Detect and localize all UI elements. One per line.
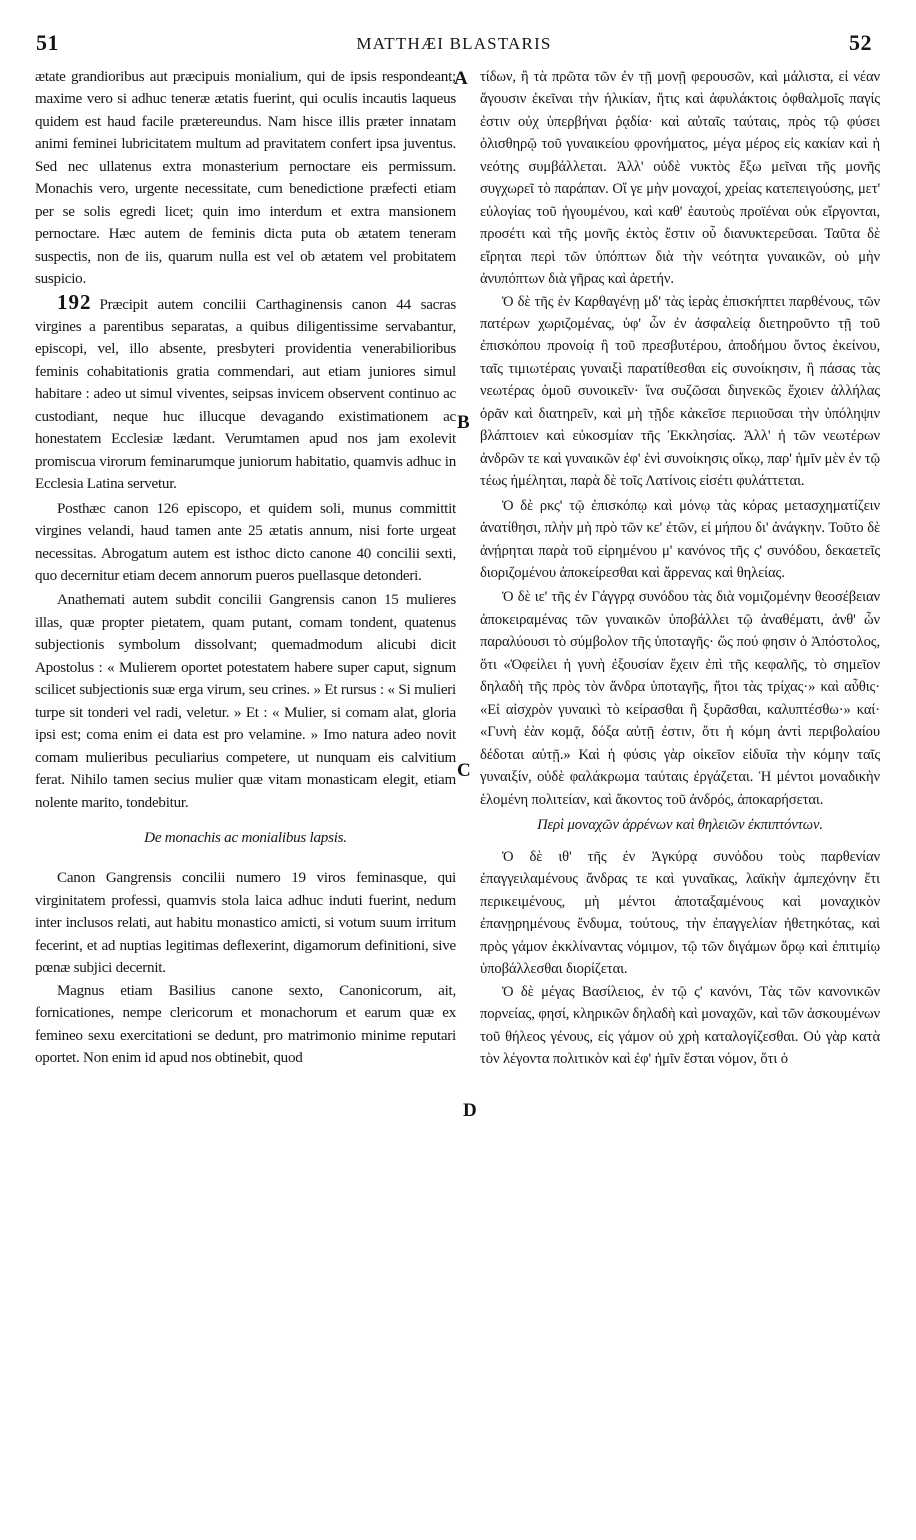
- latin-paragraph: Posthæc canon 126 episcopo, et quidem soli, munus committit virgines velandi, haud tamen ante 25 ætatis annum, nisi forte urgeat necessitas. Abrogatum autem est isthoc dicto canone 40 concilii sexti, quo decernitur etiam decem annorum pueros puellasque detonderi.: [35, 500, 456, 584]
- section-marker-c: C: [457, 760, 471, 781]
- section-marker-a: A: [454, 68, 468, 89]
- latin-paragraph: Anathemati autem subdit concilii Gangrensis canon 15 mulieres illas, quæ propter pietatem, quam putant, comam tondent, quatenus subjectionis symbolum dissolvant; quemadmodum alicubi dicit Apostolus : « Mulierem oportet potestatem habere super caput, signum scilicet subjectionis suæ erga virum, seu crines. » Et rursus : « Si mulieri turpe sit tonderi vel radi, veletur. » Et : « Mulier, si comam alat, gloria ipsi est; coma enim ei data est pro velamine. » Imo natura adeo novit comam mulieribus peculiarius competere, ut nunquam eis calvitium ferat. Nihilo tamen secius mulier quæ vitam monasticam elegit, etiam nolente marito, tondebitur.: [35, 592, 456, 811]
- section-heading-latin: De monachis ac monialibus lapsis.: [144, 829, 347, 846]
- section-marker-b: B: [457, 412, 470, 433]
- latin-paragraph: ætate grandioribus aut præcipuis monialium, qui de ipsis respondeant; maxime vero si adhuc teneræ ætatis fuerint, qui oculis incautis laqueus quidem est haud facile prætereundus. Nam hisce illis præter innatam animi feminei lubricitatem multum ad pravitatem confert ipsa juventus. Sed nec ullatenus extra monasterium pernoctare eis permissum. Monachis vero, urgente necessitate, cum benedictione præfecti etiam per se solis egredi licet; quin imo interdum et extra mansionem pernoctare. Hæc autem de feminis dicta puta ob ætatem teneram suspectis, non de iis, quarum nulla est vel ob ætatem vel probitatem suspicio.: [35, 69, 456, 288]
- greek-paragraph: Ὁ δὲ τῆς ἐν Καρθαγένῃ μδ' τὰς ἱερὰς ἐπισκήπτει παρθένους, τῶν πατέρων χωριζομένας, ὑφ' ὧν ἐν ἀσφαλείᾳ διετηροῦντο τῇ τοῦ ἐπισκόπου προνοίᾳ ἢ τοῦ πρεσβυτέρου, ἀποδήμου ὄντος ἐκείνου, ταῖς τιμιωτέραις γυναιξὶ παρατίθεσθαι εἰς συνοίκησιν, ἢ πάσας τὰς νεωτέρας ὁμοῦ συνοικεῖν· ἵνα συζῶσαι διηνεκῶς ἔχοιεν ἀλλήλας ὁρᾶν καὶ διατηρεῖν, καὶ μὴ τῇδε κἀκεῖσε περιιοῦσαι τὴν ὑπόληψιν βλάπτοιεν καὶ εὐκοσμίαν τῆς Ἐκκλησίας. Ἀλλ' ἡ τῶν νεωτέρων ἀνδρῶν τε καὶ γυναικῶν ἐφ' ἑνὶ συνοίκησις οἴκῳ, παρ' ἡμῖν μὲν ἐν τῷ τέως ἠμέληται, παρὰ δὲ τοῖς Λατίνοις εἰσέτι φυλάττεται.: [480, 293, 880, 490]
- latin-column: [35, 66, 456, 1069]
- section-marker-d: D: [463, 1100, 477, 1121]
- greek-paragraph: Ὁ δὲ ρκς' τῷ ἐπισκόπῳ καὶ μόνῳ τὰς κόρας μετασχηματίζειν ἀνατίθησι, πλὴν μὴ πρὸ τῶν κε' ἐτῶν, εἰ μήπου δι' ἀνάγκην. Τοῦτο δὲ ἀνῄρηται παρὰ τοῦ εἰρημένου μ' κανόνος τῆς ς' συνόδου, δεκαετεῖς διοριζομένου ἀποκείρεσθαι καὶ ἄρρενας καὶ θηλείας.: [480, 497, 880, 581]
- section-heading-greek: Περὶ μοναχῶν ἀρρένων καὶ θηλειῶν ἐκπιπτόντων.: [537, 816, 823, 833]
- running-title: MATTHÆI BLASTARIS: [356, 34, 552, 53]
- latin-paragraph-text: Præcipit autem concilii Carthaginensis canon 44 sacras virgines a parentibus separatas, a quibus diligentissime servabantur, episcopi, vel, illo absente, presbyteri providentia venerabilioribus feminis cohabitationis gratia commendari, aut etiam juniores simul habitare : adeo ut simul viventes, seipsas invicem observent continuo ac custodiant, neque huc illucque devagando existimationem ac honestatem Ecclesiæ lædant. Verumtamen apud nos jam exolevit promiscua virorum feminarumque juniorum habitatio, quamvis adhuc in Ecclesia Latina servetur.: [35, 296, 456, 493]
- page-number-right: 52: [849, 30, 872, 55]
- greek-paragraph: Ὁ δὲ ιε' τῆς ἐν Γάγγρᾳ συνόδου τὰς διὰ νομιζομένην θεοσέβειαν ἀποκειραμένας τῶν γυναικῶν ὑποβάλλει τῷ ἀναθέματι, ἀνθ' ὧν παραλύουσι τὸ σύμβολον τῆς ὑποταγῆς· ὥς πού φησιν ὁ Ἀπόστολος, ὅτι «Ὀφείλει ἡ γυνὴ ἐξουσίαν ἔχειν ἐπὶ τῆς κεφαλῆς, τὸ σημεῖον δηλαδὴ τῆς πρὸς τὸν ἄνδρα ὑποταγῆς, ἤτοι τὰς τρίχας·» καὶ αὖθις· «Εἰ αἰσχρὸν γυναικὶ τὸ κείρασθαι ἢ ξυρᾶσθαι, καλυπτέσθω·» καί· «Γυνὴ ἐὰν κομᾷ, δόξα αὐτῇ ἐστιν, ὅτι ἡ κόμη ἀντὶ περιβολαίου δέδοται αὐτῇ.» Καὶ ἡ φύσις γὰρ οἰκεῖον εἰδυῖα τὴν κόμην ταῖς γυναιξίν, οὐδὲ φαλάκρωμα ταύταις ἐργάζεται. Ἡ μέντοι μοναδικὴν ἑλομένη πολιτείαν, καὶ ἄκοντος τοῦ ἀνδρός, ἀποκαρήσεται.: [480, 589, 880, 808]
- greek-paragraph: Ὁ δὲ ιθ' τῆς ἐν Ἀγκύρᾳ συνόδου τοὺς παρθενίαν ἐπαγγειλαμένους ἄνδρας τε καὶ γυναῖκας, λαϊκὴν ἀμπεχόνην ἔτι περικειμένους, μὴ μέντοι ἀποταξαμένους καὶ μοναχικὸν ἐπανῃρημένους ἔνδυμα, τούτους, τὴν ἐπαγγελίαν ἠθετηκότας, καὶ πρὸς γάμον ἐκκλίναντας νόμιμον, τῷ τῶν διγάμων ὅρῳ καὶ ἐπιτιμίῳ ὑποβάλλεσθαι διορίζεται.: [480, 848, 880, 978]
- latin-paragraph: Magnus etiam Basilius canone sexto, Canonicorum, ait, fornicationes, nempe clericorum et monachorum et earum quæ ex femineo sexu exercitationi se dedunt, pro matrimonio minime reputari oportet. Non enim id apud nos obtinebit, quod: [35, 982, 456, 1067]
- page-number-left: 51: [36, 30, 59, 55]
- greek-paragraph: τίδων, ἢ τὰ πρῶτα τῶν ἐν τῇ μονῇ φερουσῶν, καὶ μάλιστα, εἰ νέαν ἄγουσιν ἐκεῖναι τὴν ἡλικίαν, ἥτις καὶ ἀφυλάκτοις ὀφθαλμοῖς παγίς ἐστιν οὐχ ὑπερβήναι ῥᾳδία· καὶ αὐταῖς ταύταις, πρὸς τῷ φύσει ὀλισθηρῷ τοῦ γυναικείου φρονήματος, μέγα μέρος εἰς κακίαν καὶ ἡ νεότης συμβάλλεται. Ἀλλ' οὐδὲ νυκτὸς ἔξω μεῖναι τῆς μονῆς συγχωρεῖ τὸ παράπαν. Οἵ γε μὴν μοναχοί, χρείας κατεπειγούσης, μετ' εὐλογίας τοῦ ἡγουμένου, καὶ καθ' ἑαυτοὺς προϊέναι οὐκ εἴργονται, προσέτι καὶ τῆς μονῆς ἐκτὸς ἔστιν οὗ διανυκτερεῦσαι. Ταῦτα δὲ εἴρηται περὶ τῶν ὑπόπτων διὰ τὴν νεότητα γυναικῶν, οὐ μὴν ἀνυπόπτων διὰ γῆρας καὶ ἀρετήν.: [480, 69, 880, 288]
- running-header: [32, 30, 876, 60]
- latin-paragraph: [35, 291, 456, 496]
- latin-paragraph: Canon Gangrensis concilii numero 19 viros feminasque, qui virginitatem professi, quamvis stola laica adhuc induti fuerint, nedum inter inclusos relati, aut habitu monastico amicti, si votum suum irritum fecerint, et ad nuptias legitimas deflexerint, digamorum definitioni, sive pœnæ subjici decernit.: [35, 870, 456, 977]
- greek-column: [480, 66, 880, 1070]
- greek-paragraph: Ὁ δὲ μέγας Βασίλειος, ἐν τῷ ς' κανόνι, Τὰς τῶν κανονικῶν πορνείας, φησί, κληρικῶν δηλαδὴ καὶ μοναχῶν, καὶ τῶν ἀσκουμένων τοῦ θήλεος γένους, εἰς γάμον οὐ χρὴ καταλογίζεσθαι. Οὐ γὰρ κατὰ τὸν λέγοντα πολιτικὸν καὶ ἐφ' ἡμῖν ἔσται νόμον, ὅτι ὁ: [480, 983, 880, 1068]
- column-number: 192: [57, 289, 92, 314]
